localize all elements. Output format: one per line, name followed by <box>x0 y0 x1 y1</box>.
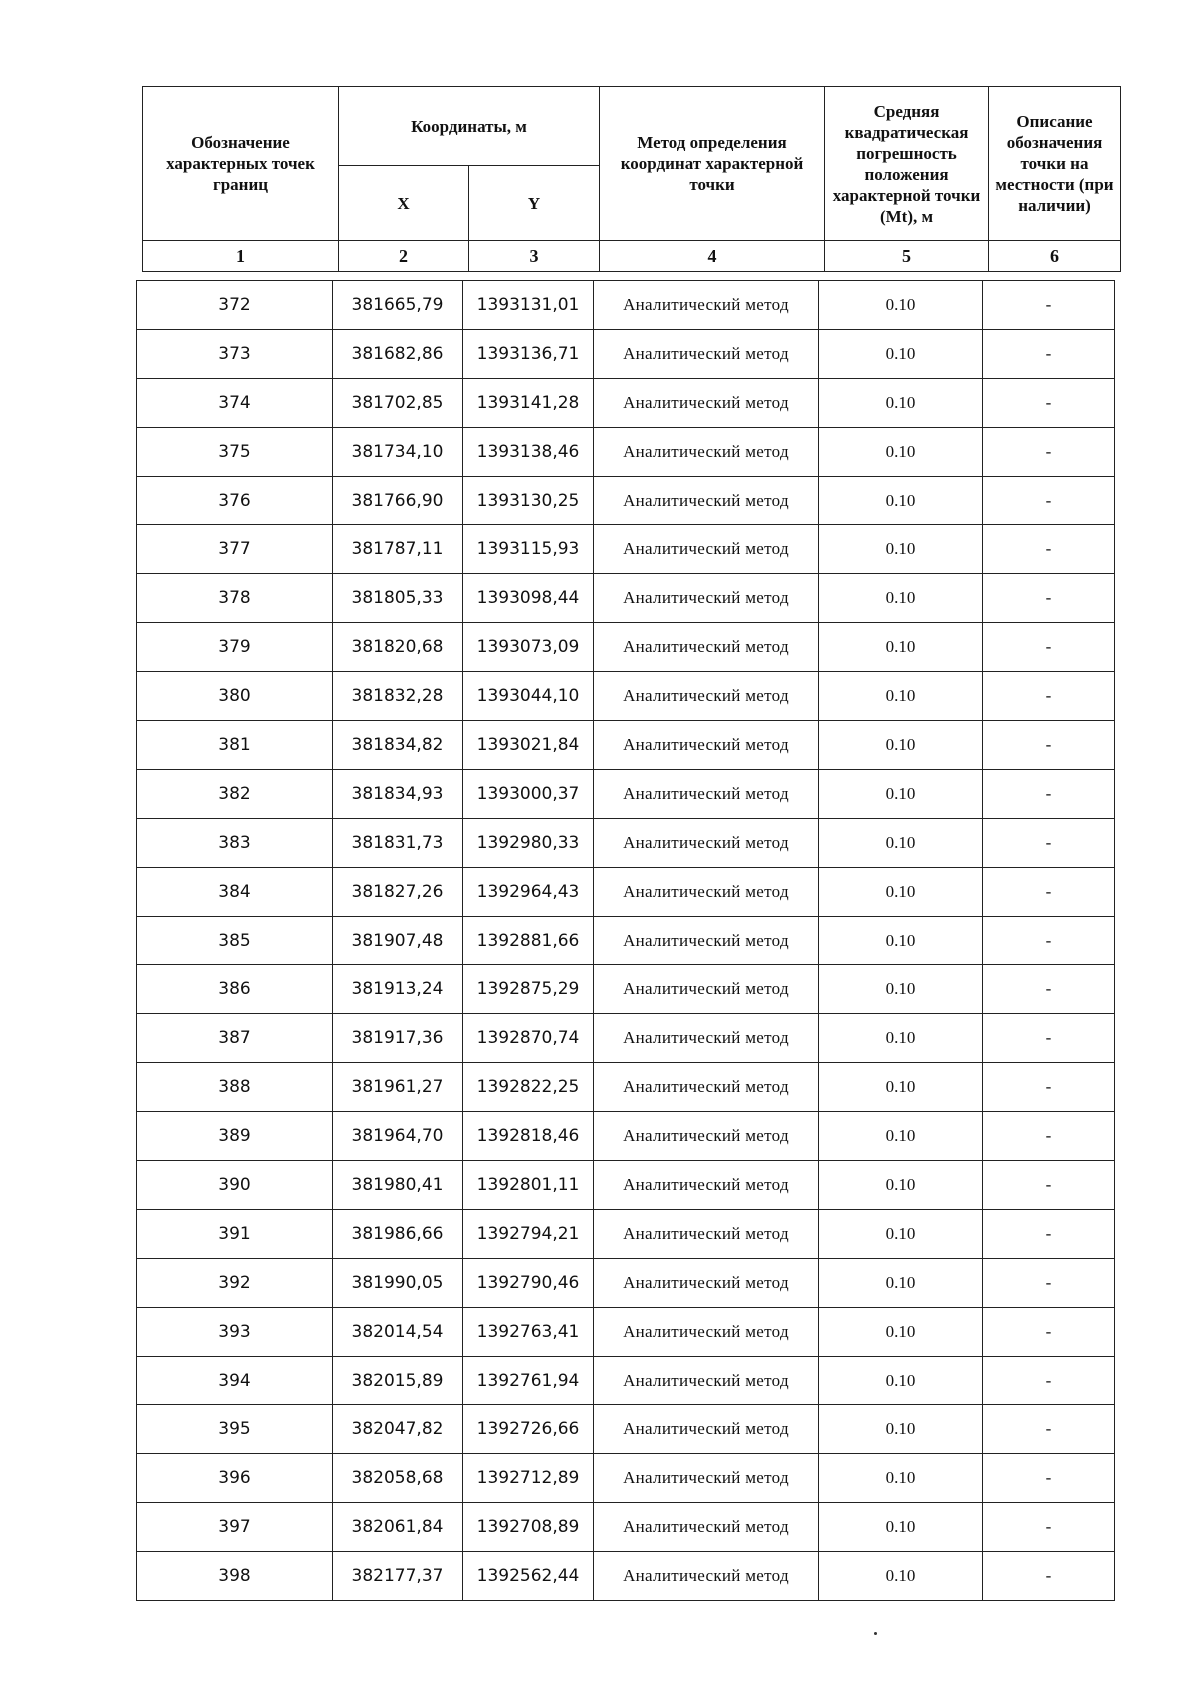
coord-y: 1392822,25 <box>463 1063 594 1112</box>
coord-y: 1393136,71 <box>463 329 594 378</box>
method-cell: Аналитический метод <box>594 476 819 525</box>
description-cell: - <box>983 1063 1115 1112</box>
method-cell: Аналитический метод <box>594 1307 819 1356</box>
header-coordinates: Координаты, м <box>339 87 600 166</box>
point-id: 381 <box>137 721 333 770</box>
table-row <box>137 378 1115 427</box>
method-cell: Аналитический метод <box>594 329 819 378</box>
coord-x: 381702,85 <box>333 378 463 427</box>
description-cell: - <box>983 769 1115 818</box>
description-cell: - <box>983 672 1115 721</box>
description-cell: - <box>983 525 1115 574</box>
accuracy-cell: 0.10 <box>819 623 983 672</box>
coord-y: 1393073,09 <box>463 623 594 672</box>
coord-y: 1393138,46 <box>463 427 594 476</box>
coord-x: 381961,27 <box>333 1063 463 1112</box>
table-row <box>137 281 1115 330</box>
coord-y: 1393130,25 <box>463 476 594 525</box>
point-id: 374 <box>137 378 333 427</box>
method-cell: Аналитический метод <box>594 1209 819 1258</box>
method-cell: Аналитический метод <box>594 1063 819 1112</box>
description-cell: - <box>983 378 1115 427</box>
method-cell: Аналитический метод <box>594 525 819 574</box>
table-row <box>137 329 1115 378</box>
accuracy-cell: 0.10 <box>819 916 983 965</box>
method-cell: Аналитический метод <box>594 916 819 965</box>
accuracy-cell: 0.10 <box>819 378 983 427</box>
accuracy-cell: 0.10 <box>819 1161 983 1210</box>
accuracy-cell: 0.10 <box>819 1258 983 1307</box>
method-cell: Аналитический метод <box>594 965 819 1014</box>
header-number: 5 <box>825 241 989 272</box>
coord-y: 1393000,37 <box>463 769 594 818</box>
coord-y: 1392790,46 <box>463 1258 594 1307</box>
point-id: 375 <box>137 427 333 476</box>
point-id: 395 <box>137 1405 333 1454</box>
method-cell: Аналитический метод <box>594 1161 819 1210</box>
accuracy-cell: 0.10 <box>819 476 983 525</box>
point-id: 390 <box>137 1161 333 1210</box>
coord-x: 381834,82 <box>333 721 463 770</box>
table-row <box>137 1405 1115 1454</box>
point-id: 380 <box>137 672 333 721</box>
accuracy-cell: 0.10 <box>819 329 983 378</box>
description-cell: - <box>983 1454 1115 1503</box>
table-body <box>136 280 1115 1601</box>
method-cell: Аналитический метод <box>594 574 819 623</box>
coord-y: 1392562,44 <box>463 1552 594 1601</box>
coord-y: 1392801,11 <box>463 1161 594 1210</box>
coord-y: 1392763,41 <box>463 1307 594 1356</box>
table-row <box>137 1209 1115 1258</box>
accuracy-cell: 0.10 <box>819 525 983 574</box>
coord-x: 381917,36 <box>333 1014 463 1063</box>
table-row <box>137 916 1115 965</box>
accuracy-cell: 0.10 <box>819 818 983 867</box>
header-number: 2 <box>339 241 469 272</box>
method-cell: Аналитический метод <box>594 1356 819 1405</box>
coord-x: 382177,37 <box>333 1552 463 1601</box>
table-row <box>137 525 1115 574</box>
table-row <box>137 672 1115 721</box>
method-cell: Аналитический метод <box>594 769 819 818</box>
accuracy-cell: 0.10 <box>819 672 983 721</box>
coord-x: 381805,33 <box>333 574 463 623</box>
coord-y: 1392712,89 <box>463 1454 594 1503</box>
description-cell: - <box>983 916 1115 965</box>
header-number: 6 <box>989 241 1121 272</box>
accuracy-cell: 0.10 <box>819 1503 983 1552</box>
description-cell: - <box>983 1552 1115 1601</box>
coord-x: 381682,86 <box>333 329 463 378</box>
coord-y: 1393098,44 <box>463 574 594 623</box>
coord-x: 381665,79 <box>333 281 463 330</box>
table-header <box>142 86 1121 272</box>
table-row <box>137 427 1115 476</box>
table-row <box>137 476 1115 525</box>
coord-y: 1393131,01 <box>463 281 594 330</box>
coord-x: 381986,66 <box>333 1209 463 1258</box>
coord-x: 381831,73 <box>333 818 463 867</box>
point-id: 386 <box>137 965 333 1014</box>
point-id: 376 <box>137 476 333 525</box>
point-id: 382 <box>137 769 333 818</box>
method-cell: Аналитический метод <box>594 867 819 916</box>
method-cell: Аналитический метод <box>594 1552 819 1601</box>
header-description: Описание обозначения точки на местности (при наличии) <box>989 87 1121 241</box>
table-row <box>137 574 1115 623</box>
method-cell: Аналитический метод <box>594 1258 819 1307</box>
coord-x: 381834,93 <box>333 769 463 818</box>
accuracy-cell: 0.10 <box>819 1209 983 1258</box>
header-point-designation: Обозначение характерных точек границ <box>143 87 339 241</box>
method-cell: Аналитический метод <box>594 818 819 867</box>
point-id: 377 <box>137 525 333 574</box>
header-number: 3 <box>469 241 600 272</box>
coord-x: 381766,90 <box>333 476 463 525</box>
description-cell: - <box>983 281 1115 330</box>
table-row <box>137 1552 1115 1601</box>
accuracy-cell: 0.10 <box>819 1552 983 1601</box>
accuracy-cell: 0.10 <box>819 1112 983 1161</box>
table-row <box>137 1307 1115 1356</box>
coord-x: 381820,68 <box>333 623 463 672</box>
coord-y: 1392794,21 <box>463 1209 594 1258</box>
coord-x: 382014,54 <box>333 1307 463 1356</box>
description-cell: - <box>983 329 1115 378</box>
accuracy-cell: 0.10 <box>819 1307 983 1356</box>
description-cell: - <box>983 721 1115 770</box>
coord-x: 382061,84 <box>333 1503 463 1552</box>
accuracy-cell: 0.10 <box>819 1356 983 1405</box>
description-cell: - <box>983 1405 1115 1454</box>
coord-y: 1392870,74 <box>463 1014 594 1063</box>
point-id: 388 <box>137 1063 333 1112</box>
coord-x: 381990,05 <box>333 1258 463 1307</box>
point-id: 384 <box>137 867 333 916</box>
point-id: 391 <box>137 1209 333 1258</box>
point-id: 373 <box>137 329 333 378</box>
method-cell: Аналитический метод <box>594 281 819 330</box>
table-row <box>137 1063 1115 1112</box>
header-number: 1 <box>143 241 339 272</box>
coord-x: 382015,89 <box>333 1356 463 1405</box>
coord-x: 381980,41 <box>333 1161 463 1210</box>
method-cell: Аналитический метод <box>594 1454 819 1503</box>
method-cell: Аналитический метод <box>594 427 819 476</box>
table-row <box>137 769 1115 818</box>
coord-y: 1392980,33 <box>463 818 594 867</box>
description-cell: - <box>983 623 1115 672</box>
table-row <box>137 1454 1115 1503</box>
method-cell: Аналитический метод <box>594 721 819 770</box>
description-cell: - <box>983 1112 1115 1161</box>
description-cell: - <box>983 1014 1115 1063</box>
description-cell: - <box>983 427 1115 476</box>
description-cell: - <box>983 1209 1115 1258</box>
coord-x: 381907,48 <box>333 916 463 965</box>
method-cell: Аналитический метод <box>594 1405 819 1454</box>
method-cell: Аналитический метод <box>594 623 819 672</box>
accuracy-cell: 0.10 <box>819 867 983 916</box>
table-row <box>137 965 1115 1014</box>
coord-y: 1393141,28 <box>463 378 594 427</box>
coord-y: 1393044,10 <box>463 672 594 721</box>
table-row <box>137 1258 1115 1307</box>
point-id: 392 <box>137 1258 333 1307</box>
coord-y: 1392708,89 <box>463 1503 594 1552</box>
coord-y: 1393021,84 <box>463 721 594 770</box>
coord-y: 1392818,46 <box>463 1112 594 1161</box>
header-x: X <box>339 166 469 241</box>
scan-speck <box>874 1632 877 1635</box>
coord-y: 1393115,93 <box>463 525 594 574</box>
coord-x: 381787,11 <box>333 525 463 574</box>
header-number: 4 <box>600 241 825 272</box>
coord-x: 381964,70 <box>333 1112 463 1161</box>
table-row <box>137 867 1115 916</box>
table-row <box>137 721 1115 770</box>
description-cell: - <box>983 867 1115 916</box>
description-cell: - <box>983 1258 1115 1307</box>
accuracy-cell: 0.10 <box>819 281 983 330</box>
point-id: 378 <box>137 574 333 623</box>
point-id: 379 <box>137 623 333 672</box>
table-row <box>137 1503 1115 1552</box>
description-cell: - <box>983 574 1115 623</box>
coord-y: 1392875,29 <box>463 965 594 1014</box>
header-accuracy: Средняя квадратическая погрешность положения характерной точки (Mt), м <box>825 87 989 241</box>
table-row <box>137 1014 1115 1063</box>
method-cell: Аналитический метод <box>594 1503 819 1552</box>
accuracy-cell: 0.10 <box>819 1454 983 1503</box>
description-cell: - <box>983 818 1115 867</box>
method-cell: Аналитический метод <box>594 1112 819 1161</box>
coord-y: 1392761,94 <box>463 1356 594 1405</box>
point-id: 398 <box>137 1552 333 1601</box>
accuracy-cell: 0.10 <box>819 965 983 1014</box>
coord-y: 1392881,66 <box>463 916 594 965</box>
coord-x: 381734,10 <box>333 427 463 476</box>
point-id: 393 <box>137 1307 333 1356</box>
description-cell: - <box>983 1503 1115 1552</box>
table-row <box>137 623 1115 672</box>
point-id: 394 <box>137 1356 333 1405</box>
point-id: 389 <box>137 1112 333 1161</box>
header-y: Y <box>469 166 600 241</box>
table-row <box>137 1161 1115 1210</box>
coord-x: 381827,26 <box>333 867 463 916</box>
method-cell: Аналитический метод <box>594 1014 819 1063</box>
point-id: 387 <box>137 1014 333 1063</box>
description-cell: - <box>983 1307 1115 1356</box>
point-id: 396 <box>137 1454 333 1503</box>
coord-y: 1392964,43 <box>463 867 594 916</box>
coord-x: 381832,28 <box>333 672 463 721</box>
description-cell: - <box>983 476 1115 525</box>
accuracy-cell: 0.10 <box>819 1063 983 1112</box>
point-id: 383 <box>137 818 333 867</box>
coord-y: 1392726,66 <box>463 1405 594 1454</box>
coord-x: 382058,68 <box>333 1454 463 1503</box>
point-id: 397 <box>137 1503 333 1552</box>
header-method: Метод определения координат характерной точки <box>600 87 825 241</box>
table-row <box>137 1356 1115 1405</box>
coord-x: 382047,82 <box>333 1405 463 1454</box>
description-cell: - <box>983 965 1115 1014</box>
accuracy-cell: 0.10 <box>819 1014 983 1063</box>
coord-x: 381913,24 <box>333 965 463 1014</box>
table-row <box>137 818 1115 867</box>
accuracy-cell: 0.10 <box>819 1405 983 1454</box>
table-row <box>137 1112 1115 1161</box>
point-id: 372 <box>137 281 333 330</box>
point-id: 385 <box>137 916 333 965</box>
method-cell: Аналитический метод <box>594 378 819 427</box>
accuracy-cell: 0.10 <box>819 721 983 770</box>
description-cell: - <box>983 1161 1115 1210</box>
description-cell: - <box>983 1356 1115 1405</box>
accuracy-cell: 0.10 <box>819 769 983 818</box>
method-cell: Аналитический метод <box>594 672 819 721</box>
accuracy-cell: 0.10 <box>819 427 983 476</box>
accuracy-cell: 0.10 <box>819 574 983 623</box>
